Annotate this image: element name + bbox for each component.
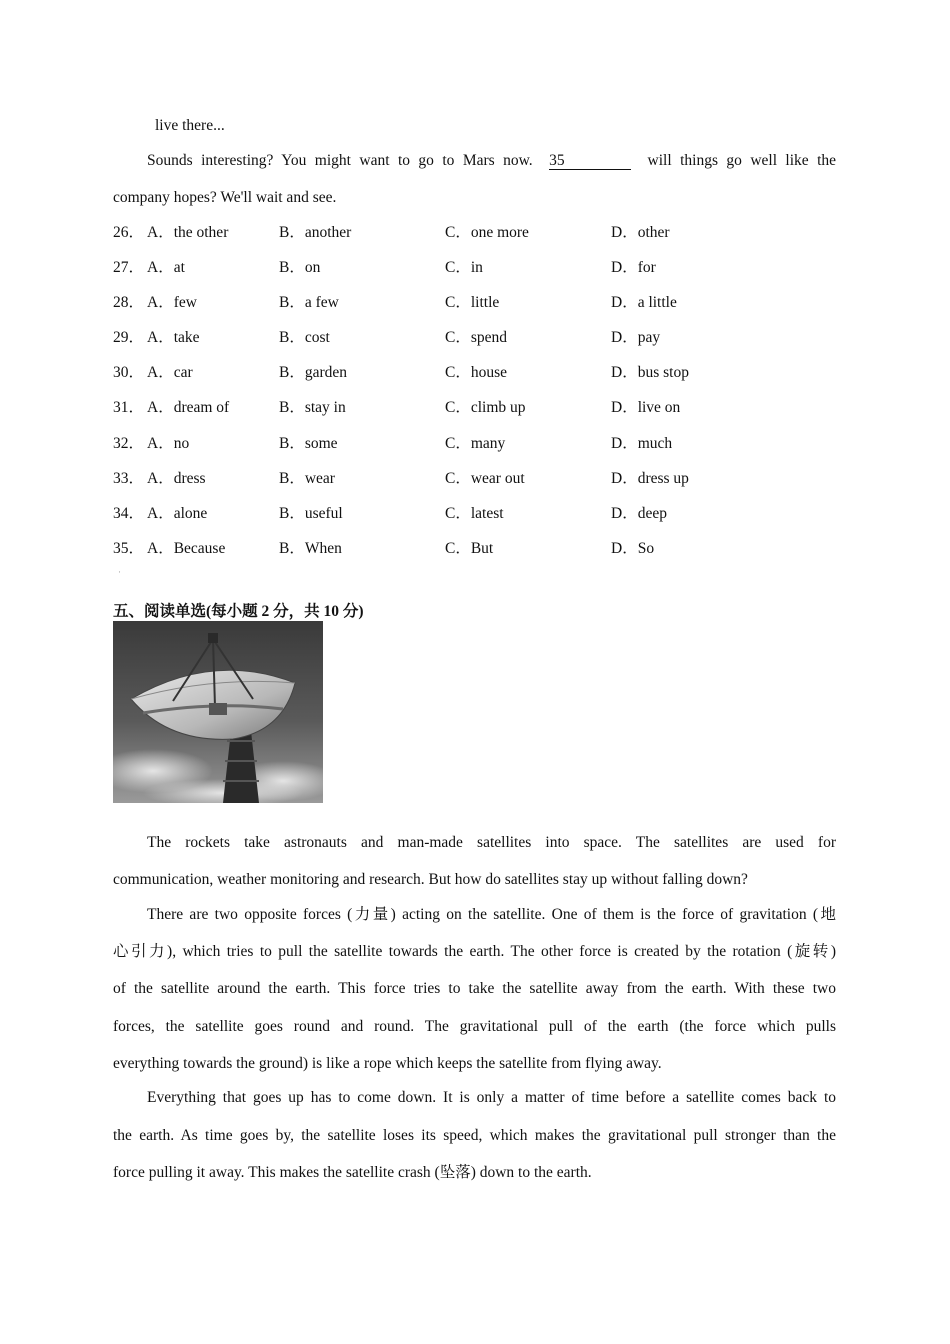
option-c[interactable]: C．one more xyxy=(445,224,529,241)
passage-paragraph-line: Sounds interesting? You might want to go to Mars now. 35 will things go well like the xyxy=(147,152,837,169)
option-c[interactable]: C．house xyxy=(445,364,508,381)
question-number: 27． xyxy=(113,259,145,276)
reading-line: Everything that goes up has to come down. It is only a matter of time before a satellite comes back to xyxy=(147,1089,836,1106)
option-a[interactable]: A．dress xyxy=(147,470,206,487)
option-a[interactable]: A．car xyxy=(147,364,193,381)
option-d[interactable]: D．other xyxy=(611,224,670,241)
option-c[interactable]: C．spend xyxy=(445,329,508,346)
option-b[interactable]: B．wear xyxy=(279,470,335,487)
reading-line: There are two opposite forces (力量) acting on the satellite. One of them is the force of gravitation (地 xyxy=(147,906,836,923)
option-d[interactable]: D．live on xyxy=(611,399,681,416)
question-number: 31． xyxy=(113,399,145,416)
option-b[interactable]: B．garden xyxy=(279,364,348,381)
option-b[interactable]: B．cost xyxy=(279,329,330,346)
option-a[interactable]: A．no xyxy=(147,435,190,452)
option-a[interactable]: A．few xyxy=(147,294,197,311)
option-a[interactable]: A．alone xyxy=(147,505,208,522)
option-c[interactable]: C．climb up xyxy=(445,399,526,416)
question-number: 30． xyxy=(113,364,145,381)
reading-line: force pulling it away. This makes the satellite crash (坠落) down to the earth. xyxy=(113,1164,592,1181)
option-c[interactable]: C．many xyxy=(445,435,506,452)
option-c[interactable]: C．wear out xyxy=(445,470,525,487)
question-number: 26． xyxy=(113,224,145,241)
reading-line: everything towards the ground) is like a rope which keeps the satellite from flying away. xyxy=(113,1055,662,1072)
option-d[interactable]: D．deep xyxy=(611,505,667,522)
option-d[interactable]: D．bus stop xyxy=(611,364,689,381)
option-d[interactable]: D．So xyxy=(611,540,655,557)
option-d[interactable]: D．for xyxy=(611,259,656,276)
option-d[interactable]: D．dress up xyxy=(611,470,689,487)
option-b[interactable]: B．When xyxy=(279,540,342,557)
option-a[interactable]: A．the other xyxy=(147,224,229,241)
option-b[interactable]: B．stay in xyxy=(279,399,346,416)
question-number: 29． xyxy=(113,329,145,346)
reading-line: of the satellite around the earth. This force tries to take the satellite away from the earth. With these two xyxy=(113,980,836,997)
reading-line: 心引力), which tries to pull the satellite towards the earth. The other force is created by the rotation (旋转) xyxy=(113,943,836,960)
reading-line: communication, weather monitoring and research. But how do satellites stay up without falling down? xyxy=(113,871,748,888)
option-b[interactable]: B．another xyxy=(279,224,352,241)
option-a[interactable]: A．take xyxy=(147,329,200,346)
satellite-dish-photo xyxy=(113,621,323,803)
option-d[interactable]: D．much xyxy=(611,435,673,452)
stray-mark: · xyxy=(118,567,121,577)
option-b[interactable]: B．a few xyxy=(279,294,339,311)
option-b[interactable]: B．some xyxy=(279,435,338,452)
option-d[interactable]: D．a little xyxy=(611,294,677,311)
option-d[interactable]: D．pay xyxy=(611,329,661,346)
passage-line: company hopes? We'll wait and see. xyxy=(113,189,337,206)
reading-line: The rockets take astronauts and man-made satellites into space. The satellites are used for xyxy=(147,834,836,851)
passage-line: live there... xyxy=(155,117,225,134)
option-c[interactable]: C．in xyxy=(445,259,483,276)
question-number: 35． xyxy=(113,540,145,557)
option-c[interactable]: C．little xyxy=(445,294,500,311)
answer-blank-35: 35 xyxy=(549,152,631,170)
option-c[interactable]: C．But xyxy=(445,540,494,557)
option-b[interactable]: B．on xyxy=(279,259,321,276)
question-number: 34． xyxy=(113,505,145,522)
option-a[interactable]: A．at xyxy=(147,259,185,276)
option-a[interactable]: A．Because xyxy=(147,540,226,557)
option-b[interactable]: B．useful xyxy=(279,505,343,522)
reading-line: forces, the satellite goes round and round. The gravitational pull of the earth (the force which pulls xyxy=(113,1018,836,1035)
question-number: 33． xyxy=(113,470,145,487)
option-a[interactable]: A．dream of xyxy=(147,399,230,416)
option-c[interactable]: C．latest xyxy=(445,505,504,522)
section-heading: 五、阅读单选(每小题 2 分，共 10 分) xyxy=(113,603,364,620)
question-number: 28． xyxy=(113,294,145,311)
reading-line: the earth. As time goes by, the satellite loses its speed, which makes the gravitational pull stronger than the xyxy=(113,1127,836,1144)
question-number: 32． xyxy=(113,435,145,452)
